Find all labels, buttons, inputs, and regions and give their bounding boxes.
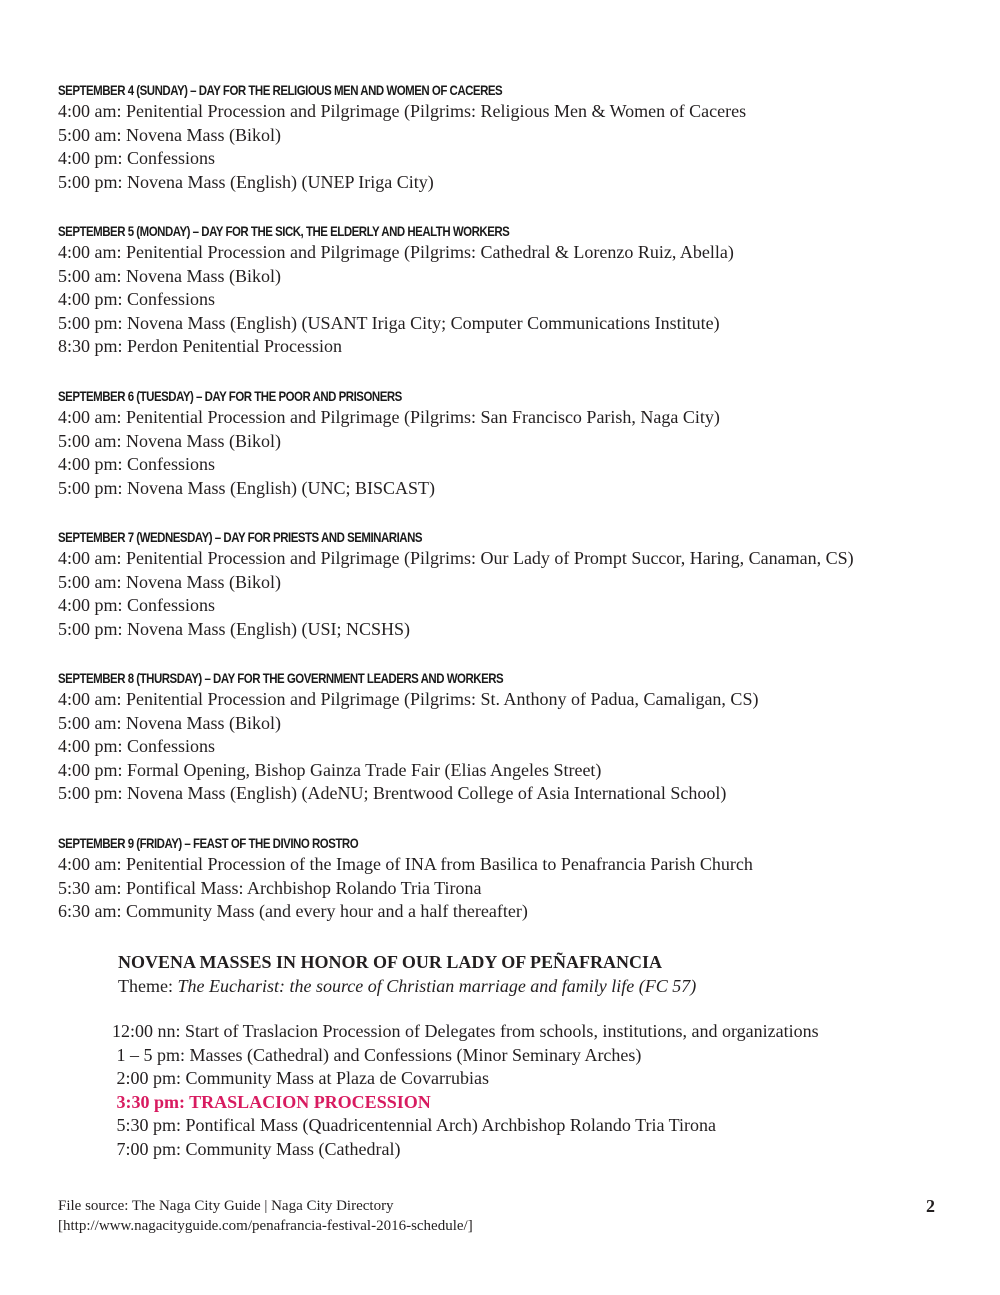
day-section-sep-5 (58, 221, 978, 359)
schedule-line: 4:00 am: Penitential Procession and Pilgrimage (Pilgrims: Cathedral & Lorenzo Ruiz, Abella) (58, 242, 734, 262)
theme-text: The Eucharist: the source of Christian marriage and family life (FC 57) (177, 976, 697, 996)
schedule-line: 4:00 pm: Confessions (58, 289, 216, 310)
footer-url-line: [http://www.nagacityguide.com/penafrancia-festival-2016-schedule/] (58, 1218, 473, 1234)
schedule-line: 7:00 pm: Community Mass (Cathedral) (112, 1138, 401, 1159)
schedule-line: 4:00 pm: Confessions (58, 595, 216, 616)
novena-title: NOVENA MASSES IN HONOR OF OUR LADY OF PEÑAFRANCIA (118, 952, 663, 972)
schedule-line: 4:00 pm: Confessions (58, 736, 216, 757)
theme-label: Theme: (118, 976, 178, 996)
schedule-line: 4:00 pm: Formal Opening, Bishop Gainza Trade Fair (Elias Angeles Street) (58, 759, 602, 780)
schedule-line: 5:00 am: Novena Mass (Bikol) (58, 571, 281, 592)
footer-source (58, 1196, 473, 1236)
schedule-line: 5:00 am: Novena Mass (Bikol) (58, 124, 281, 145)
day-section-sep-4 (58, 80, 978, 194)
schedule-line: 5:00 pm: Novena Mass (English) (AdeNU; Brentwood College of Asia International School) (58, 783, 727, 804)
schedule-line: 5:00 pm: Novena Mass (English) (USANT Iriga City; Computer Communications Institute) (58, 312, 720, 333)
schedule-line: 6:30 am: Community Mass (and every hour and a half thereafter) (58, 901, 528, 922)
day-section-sep-8 (58, 668, 978, 806)
schedule-line: 12:00 nn: Start of Traslacion Procession of Delegates from schools, institutions, and organizations (112, 1021, 819, 1041)
schedule-line: 4:00 am: Penitential Procession and Pilgrimage (Pilgrims: St. Anthony of Padua, Camaligan, CS) (58, 689, 759, 709)
day-heading: SEPTEMBER 4 (SUNDAY) – DAY FOR THE RELIGIOUS MEN AND WOMEN OF CACERES (58, 82, 503, 98)
day-section-sep-9 (58, 833, 978, 924)
schedule-line: 5:00 pm: Novena Mass (English) (UNEP Iriga City) (58, 171, 434, 192)
schedule-line: 4:00 am: Penitential Procession of the Image of INA from Basilica to Penafrancia Parish Church (58, 854, 753, 874)
page-number: 2 (926, 1196, 935, 1216)
schedule-line: 5:30 pm: Pontifical Mass (Quadricentennial Arch) Archbishop Rolando Tria Tirona (112, 1115, 716, 1136)
schedule-line: 4:00 pm: Confessions (58, 454, 216, 475)
novena-schedule (112, 1020, 982, 1162)
schedule-line: 5:00 pm: Novena Mass (English) (USI; NCSHS) (58, 618, 410, 639)
schedule-line: 5:00 pm: Novena Mass (English) (UNC; BISCAST) (58, 477, 435, 498)
schedule-line: 4:00 am: Penitential Procession and Pilgrimage (Pilgrims: Religious Men & Women of Caceres (58, 101, 747, 121)
day-section-sep-7 (58, 527, 978, 641)
day-heading: SEPTEMBER 8 (THURSDAY) – DAY FOR THE GOVERNMENT LEADERS AND WORKERS (58, 670, 504, 686)
day-section-sep-6 (58, 386, 978, 500)
schedule-line: 5:30 am: Pontifical Mass: Archbishop Rolando Tria Tirona (58, 877, 482, 898)
footer-source-line: File source: The Naga City Guide | Naga City Directory (58, 1198, 394, 1214)
schedule-line: 8:30 pm: Perdon Penitential Procession (58, 336, 342, 357)
schedule-line: 5:00 am: Novena Mass (Bikol) (58, 265, 281, 286)
traslacion-highlight-line: 3:30 pm: TRASLACION PROCESSION (112, 1091, 431, 1112)
schedule-line: 4:00 am: Penitential Procession and Pilgrimage (Pilgrims: San Francisco Parish, Naga City) (58, 407, 720, 427)
novena-theme (118, 974, 978, 998)
schedule-line: 4:00 pm: Confessions (58, 148, 216, 169)
day-heading: SEPTEMBER 7 (WEDNESDAY) – DAY FOR PRIESTS AND SEMINARIANS (58, 529, 423, 545)
day-heading: SEPTEMBER 6 (TUESDAY) – DAY FOR THE POOR AND PRISONERS (58, 388, 402, 404)
day-heading: SEPTEMBER 5 (MONDAY) – DAY FOR THE SICK, THE ELDERLY AND HEALTH WORKERS (58, 223, 510, 239)
schedule-line: 2:00 pm: Community Mass at Plaza de Covarrubias (112, 1068, 489, 1089)
schedule-line: 1 – 5 pm: Masses (Cathedral) and Confessions (Minor Seminary Arches) (112, 1044, 642, 1065)
schedule-line: 4:00 am: Penitential Procession and Pilgrimage (Pilgrims: Our Lady of Prompt Succor, Haring, Canaman, CS) (58, 548, 854, 568)
novena-header (118, 950, 978, 998)
day-heading: SEPTEMBER 9 (FRIDAY) – FEAST OF THE DIVINO ROSTRO (58, 835, 359, 851)
schedule-line: 5:00 am: Novena Mass (Bikol) (58, 430, 281, 451)
schedule-line: 5:00 am: Novena Mass (Bikol) (58, 712, 281, 733)
